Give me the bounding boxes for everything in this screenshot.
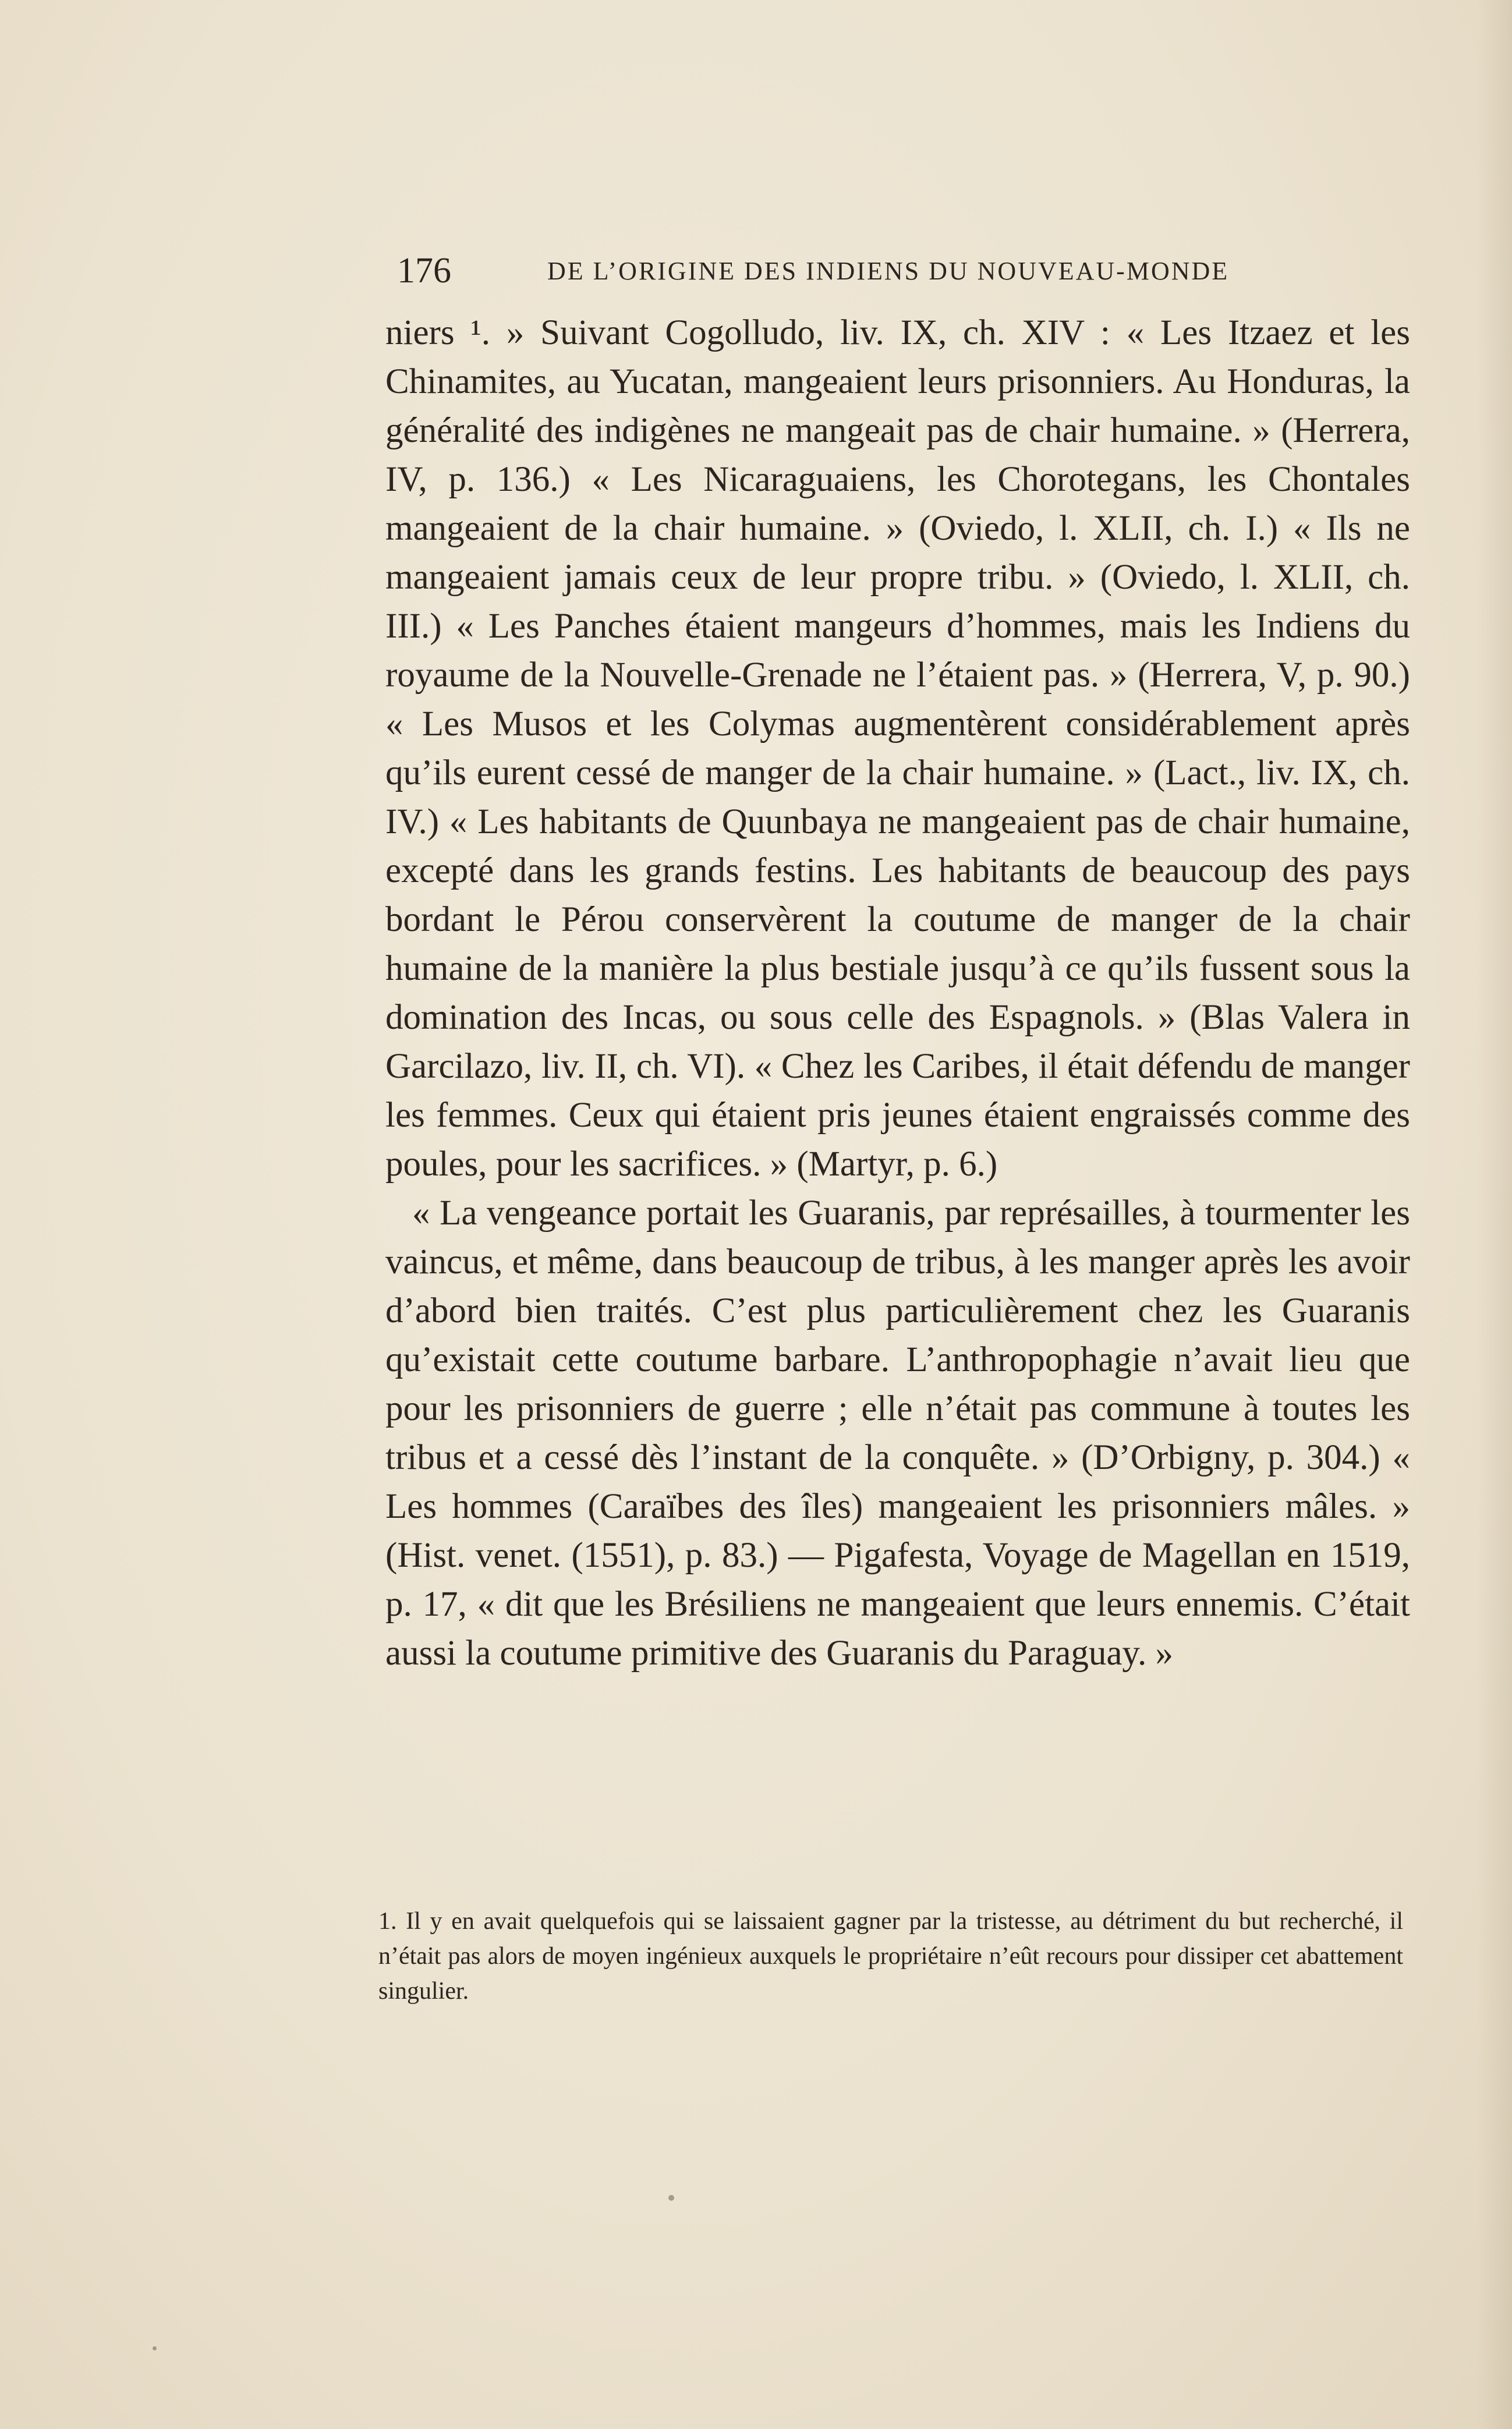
running-title: DE L’ORIGINE DES INDIENS DU NOUVEAU-MONDE: [547, 257, 1230, 285]
paragraph: « La vengeance portait les Guaranis, par représailles, à tourmenter les vaincus, et même, dans beaucoup de tribus, à les manger après les avoir d’abord bien traités. C’est plus particulièrement chez les Guaranis qu’existait cette coutume barbare. L’anthropophagie n’avait lieu que pour les prisonniers de guerre ; elle n’était pas commune à toutes les tribus et a cessé dès l’instant de la conquête. » (D’Orbigny, p. 304.) « Les hommes (Caraïbes des îles) mangeaient les prisonniers mâles. » (Hist. venet. (1551), p. 83.) — Pigafesta, Voyage de Magellan en 1519, p. 17, « dit que les Brésiliens ne mangeaient que leurs ennemis. C’était aussi la coutume primitive des Guaranis du Paraguay. »: [385, 1194, 1410, 1673]
paragraph: niers ¹. » Suivant Cogolludo, liv. IX, ch. XIV : « Les Itzaez et les Chinamites, au Yucatan, mangeaient leurs prisonniers. Au Honduras, la généralité des indigènes ne mangeait pas de chair humaine. » (Herrera, IV, p. 136.) « Les Nicaraguaiens, les Chorotegans, les Chontales mangeaient de la chair humaine. » (Oviedo, l. XLII, ch. I.) « Ils ne mangeaient jamais ceux de leur propre tribu. » (Oviedo, l. XLII, ch. III.) « Les Panches étaient mangeurs d’hommes, mais les Indiens du royaume de la Nouvelle-Grenade ne l’étaient pas. » (Herrera, V, p. 90.) « Les Musos et les Colymas augmentèrent considérablement après qu’ils eurent cessé de manger de la chair humaine. » (Lact., liv. IX, ch. IV.) « Les habitants de Quunbaya ne mangeaient pas de chair humaine, excepté dans les grands festins. Les habitants de beaucoup des pays bordant le Pérou conservèrent la coutume de manger de la chair humaine de la manière la plus bestiale jusqu’à ce qu’ils fussent sous la domination des Incas, ou sous celle des Espagnols. » (Blas Valera in Garcilazo, liv. II, ch. VI). « Chez les Caribes, il était défendu de manger les femmes. Ceux qui étaient pris jeunes étaient engraissés comme des poules, pour les sacrifices. » (Martyr, p. 6.): [385, 313, 1410, 1184]
footnote: 1. Il y en avait quelquefois qui se laissaient gagner par la tristesse, au détriment du but recherché, il n’était pas alors de moyen ingénieux auxquels le propriétaire n’eût recours pour dissiper cet abattement singulier.: [378, 1908, 1403, 2005]
main-text: [385, 309, 1410, 1678]
page-header: [397, 247, 1416, 294]
page-edge-shadow: [1477, 0, 1512, 2429]
paper-speck: [153, 2346, 157, 2350]
paper-speck: [668, 2195, 674, 2201]
page-number: 176: [397, 251, 451, 291]
